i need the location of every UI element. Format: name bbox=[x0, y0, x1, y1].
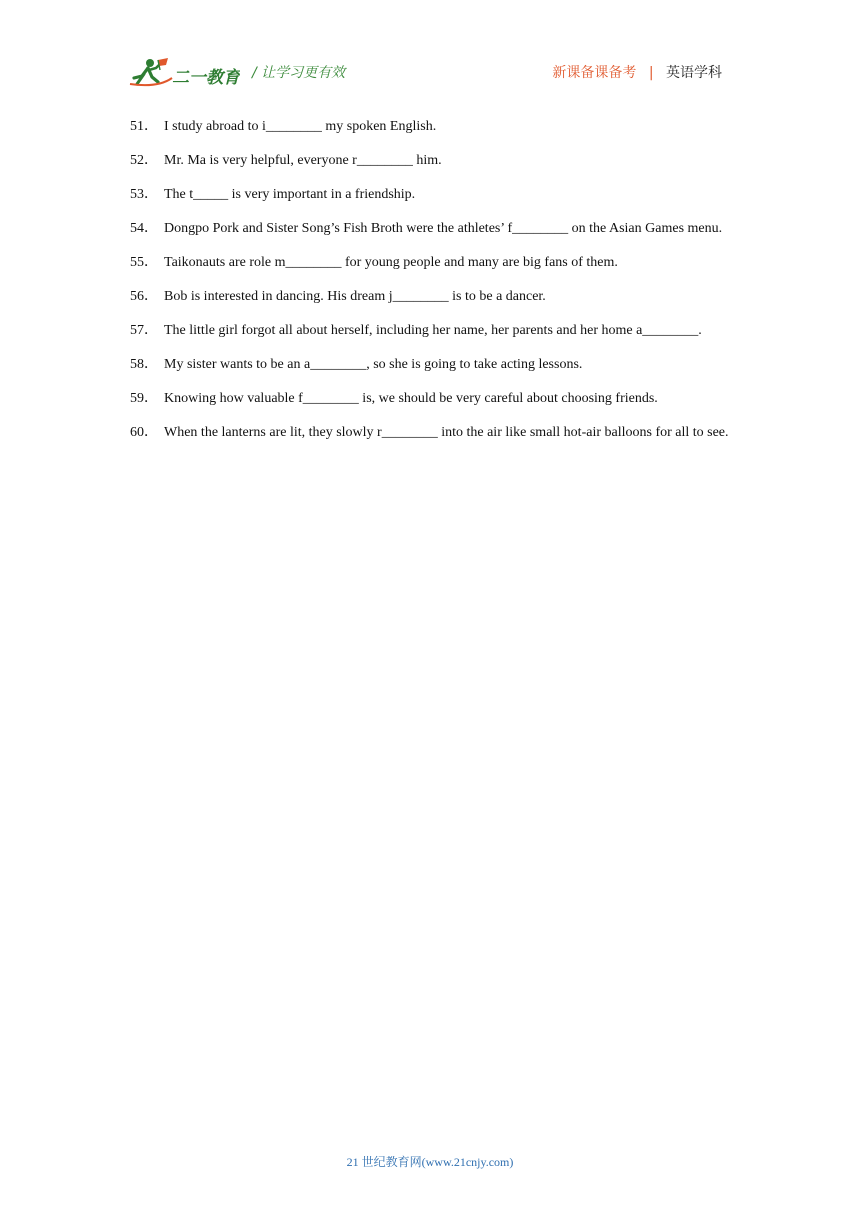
question-54 bbox=[130, 212, 732, 246]
page-header bbox=[128, 56, 732, 92]
question-text: I study abroad to i________ my spoken English. bbox=[164, 119, 437, 134]
question-number: 53． bbox=[130, 187, 158, 202]
question-number: 58． bbox=[130, 357, 158, 372]
question-text: When the lanterns are lit, they slowly r________ into the air like small hot-air balloons for all to see. bbox=[164, 425, 729, 440]
header-separator: | bbox=[648, 65, 654, 81]
question-text: Knowing how valuable f________ is, we should be very careful about choosing friends. bbox=[164, 391, 658, 406]
question-text: My sister wants to be an a________, so she is going to take acting lessons. bbox=[164, 357, 583, 372]
question-number: 51． bbox=[130, 119, 158, 134]
question-52 bbox=[130, 144, 732, 178]
question-51 bbox=[130, 110, 732, 144]
question-text: Dongpo Pork and Sister Song’s Fish Broth were the athletes’ f________ on the Asian Games menu. bbox=[164, 221, 723, 236]
runner-logo-icon bbox=[128, 56, 240, 92]
question-56 bbox=[130, 280, 732, 314]
logo bbox=[128, 56, 240, 92]
question-59 bbox=[130, 382, 732, 416]
question-list bbox=[130, 110, 732, 450]
question-text: Taikonauts are role m________ for young people and many are big fans of them. bbox=[164, 255, 618, 270]
question-text: The little girl forgot all about herself, including her name, her parents and her home a________. bbox=[164, 323, 702, 338]
question-57 bbox=[130, 314, 732, 348]
page-footer[interactable]: 21 世纪教育网(www.21cnjy.com) bbox=[346, 1155, 514, 1169]
question-number: 52． bbox=[130, 153, 158, 168]
header-subject: 英语学科 bbox=[666, 65, 722, 81]
question-text: Mr. Ma is very helpful, everyone r________ him. bbox=[164, 153, 442, 168]
question-55 bbox=[130, 246, 732, 280]
question-number: 59． bbox=[130, 391, 158, 406]
header-tag: 新课备课备考 bbox=[552, 65, 637, 81]
header-right bbox=[552, 62, 722, 82]
question-text: Bob is interested in dancing. His dream j________ is to be a dancer. bbox=[164, 289, 546, 304]
question-number: 57． bbox=[130, 323, 158, 338]
question-number: 56． bbox=[130, 289, 158, 304]
question-60 bbox=[130, 416, 732, 450]
question-58 bbox=[130, 348, 732, 382]
logo-text: 二一教育 bbox=[172, 68, 240, 88]
question-53 bbox=[130, 178, 732, 212]
header-slogan: / 让学习更有效 bbox=[252, 65, 346, 81]
question-text: The t_____ is very important in a friendship. bbox=[164, 187, 416, 202]
question-number: 55． bbox=[130, 255, 158, 270]
question-number: 60． bbox=[130, 425, 158, 440]
question-number: 54． bbox=[130, 221, 158, 236]
